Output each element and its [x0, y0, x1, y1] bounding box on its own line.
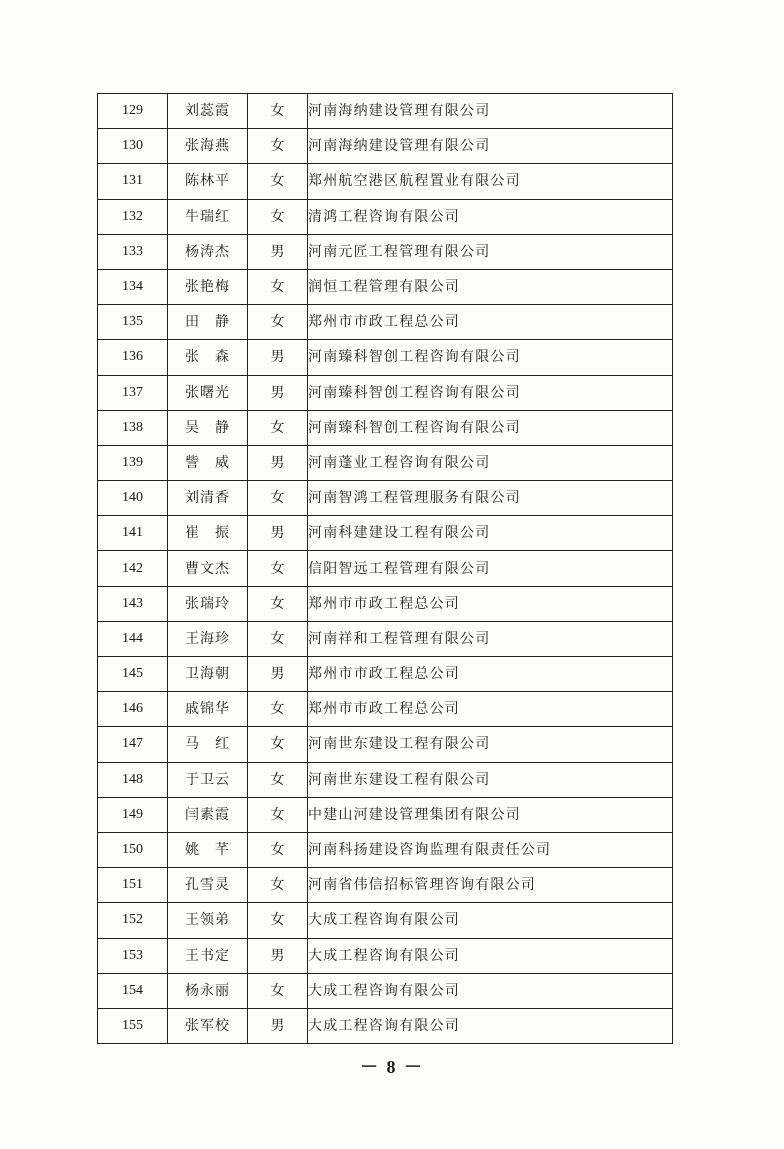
serial-number-cell: 155 [98, 1008, 168, 1043]
company-cell: 河南科扬建设咨询监理有限责任公司 [308, 832, 673, 867]
company-cell: 大成工程咨询有限公司 [308, 973, 673, 1008]
page-number: － 8 － [360, 1057, 424, 1077]
name-cell: 张曙光 [168, 375, 248, 410]
name-cell: 王海珍 [168, 621, 248, 656]
name-cell: 杨永丽 [168, 973, 248, 1008]
table-row [98, 832, 673, 867]
table-row [98, 94, 673, 129]
table-row [98, 516, 673, 551]
gender-cell: 女 [248, 481, 308, 516]
company-cell: 河南海纳建设管理有限公司 [308, 129, 673, 164]
name-cell: 吴 静 [168, 410, 248, 445]
name-cell: 刘蕊霞 [168, 94, 248, 129]
serial-number-cell: 131 [98, 164, 168, 199]
table-row [98, 762, 673, 797]
gender-cell: 男 [248, 1008, 308, 1043]
gender-cell: 女 [248, 129, 308, 164]
gender-cell: 女 [248, 762, 308, 797]
table-row [98, 199, 673, 234]
company-cell: 中建山河建设管理集团有限公司 [308, 797, 673, 832]
serial-number-cell: 139 [98, 445, 168, 480]
company-cell: 河南蓬业工程咨询有限公司 [308, 445, 673, 480]
serial-number-cell: 151 [98, 868, 168, 903]
table-row [98, 481, 673, 516]
name-cell: 訾 威 [168, 445, 248, 480]
name-cell: 姚 芊 [168, 832, 248, 867]
gender-cell: 男 [248, 375, 308, 410]
company-cell: 河南省伟信招标管理咨询有限公司 [308, 868, 673, 903]
name-cell: 杨涛杰 [168, 234, 248, 269]
name-cell: 孔雪灵 [168, 868, 248, 903]
table-row [98, 234, 673, 269]
name-cell: 张军校 [168, 1008, 248, 1043]
name-cell: 曹文杰 [168, 551, 248, 586]
serial-number-cell: 153 [98, 938, 168, 973]
serial-number-cell: 143 [98, 586, 168, 621]
name-cell: 田 静 [168, 305, 248, 340]
name-cell: 于卫云 [168, 762, 248, 797]
table-row [98, 445, 673, 480]
name-cell: 卫海朝 [168, 657, 248, 692]
company-cell: 信阳智远工程管理有限公司 [308, 551, 673, 586]
company-cell: 郑州市市政工程总公司 [308, 692, 673, 727]
gender-cell: 男 [248, 234, 308, 269]
table-row [98, 938, 673, 973]
gender-cell: 女 [248, 410, 308, 445]
gender-cell: 女 [248, 621, 308, 656]
company-cell: 大成工程咨询有限公司 [308, 903, 673, 938]
company-cell: 河南臻科智创工程咨询有限公司 [308, 340, 673, 375]
gender-cell: 男 [248, 938, 308, 973]
table-row [98, 129, 673, 164]
serial-number-cell: 135 [98, 305, 168, 340]
name-cell: 戚锦华 [168, 692, 248, 727]
company-cell: 润恒工程管理有限公司 [308, 269, 673, 304]
company-cell: 郑州航空港区航程置业有限公司 [308, 164, 673, 199]
table-row [98, 164, 673, 199]
gender-cell: 女 [248, 586, 308, 621]
gender-cell: 男 [248, 657, 308, 692]
name-cell: 王书定 [168, 938, 248, 973]
gender-cell: 男 [248, 516, 308, 551]
gender-cell: 女 [248, 797, 308, 832]
serial-number-cell: 154 [98, 973, 168, 1008]
name-cell: 牛瑞红 [168, 199, 248, 234]
gender-cell: 女 [248, 199, 308, 234]
serial-number-cell: 133 [98, 234, 168, 269]
serial-number-cell: 138 [98, 410, 168, 445]
gender-cell: 男 [248, 445, 308, 480]
serial-number-cell: 132 [98, 199, 168, 234]
table-row [98, 375, 673, 410]
table-row [98, 1008, 673, 1043]
serial-number-cell: 150 [98, 832, 168, 867]
name-cell: 刘清香 [168, 481, 248, 516]
company-cell: 大成工程咨询有限公司 [308, 938, 673, 973]
gender-cell: 女 [248, 868, 308, 903]
gender-cell: 女 [248, 94, 308, 129]
name-cell: 王领弟 [168, 903, 248, 938]
name-cell: 张艳梅 [168, 269, 248, 304]
gender-cell: 女 [248, 692, 308, 727]
serial-number-cell: 149 [98, 797, 168, 832]
gender-cell: 女 [248, 305, 308, 340]
company-cell: 河南世东建设工程有限公司 [308, 727, 673, 762]
table-row [98, 727, 673, 762]
gender-cell: 男 [248, 340, 308, 375]
company-cell: 郑州市市政工程总公司 [308, 657, 673, 692]
gender-cell: 女 [248, 973, 308, 1008]
name-cell: 崔 振 [168, 516, 248, 551]
table-row [98, 269, 673, 304]
company-cell: 河南祥和工程管理有限公司 [308, 621, 673, 656]
roster-table [97, 93, 673, 1044]
serial-number-cell: 145 [98, 657, 168, 692]
company-cell: 河南科建建设工程有限公司 [308, 516, 673, 551]
company-cell: 郑州市市政工程总公司 [308, 305, 673, 340]
table-row [98, 797, 673, 832]
name-cell: 闫素霞 [168, 797, 248, 832]
table-row [98, 410, 673, 445]
gender-cell: 女 [248, 832, 308, 867]
serial-number-cell: 144 [98, 621, 168, 656]
name-cell: 马 红 [168, 727, 248, 762]
serial-number-cell: 134 [98, 269, 168, 304]
table-row [98, 551, 673, 586]
serial-number-cell: 129 [98, 94, 168, 129]
company-cell: 河南海纳建设管理有限公司 [308, 94, 673, 129]
serial-number-cell: 146 [98, 692, 168, 727]
table-row [98, 657, 673, 692]
name-cell: 陈林平 [168, 164, 248, 199]
company-cell: 河南臻科智创工程咨询有限公司 [308, 375, 673, 410]
table-row [98, 903, 673, 938]
company-cell: 河南臻科智创工程咨询有限公司 [308, 410, 673, 445]
company-cell: 河南元匠工程管理有限公司 [308, 234, 673, 269]
gender-cell: 女 [248, 164, 308, 199]
gender-cell: 女 [248, 551, 308, 586]
table-row [98, 868, 673, 903]
serial-number-cell: 136 [98, 340, 168, 375]
serial-number-cell: 147 [98, 727, 168, 762]
table-row [98, 973, 673, 1008]
gender-cell: 女 [248, 903, 308, 938]
company-cell: 河南世东建设工程有限公司 [308, 762, 673, 797]
table-row [98, 586, 673, 621]
serial-number-cell: 141 [98, 516, 168, 551]
company-cell: 大成工程咨询有限公司 [308, 1008, 673, 1043]
serial-number-cell: 130 [98, 129, 168, 164]
name-cell: 张 森 [168, 340, 248, 375]
name-cell: 张瑞玲 [168, 586, 248, 621]
serial-number-cell: 152 [98, 903, 168, 938]
table-row [98, 340, 673, 375]
company-cell: 清鸿工程咨询有限公司 [308, 199, 673, 234]
serial-number-cell: 142 [98, 551, 168, 586]
company-cell: 河南智鸿工程管理服务有限公司 [308, 481, 673, 516]
serial-number-cell: 140 [98, 481, 168, 516]
serial-number-cell: 137 [98, 375, 168, 410]
gender-cell: 女 [248, 269, 308, 304]
company-cell: 郑州市市政工程总公司 [308, 586, 673, 621]
table-row [98, 621, 673, 656]
roster-table-body [98, 94, 673, 1044]
serial-number-cell: 148 [98, 762, 168, 797]
table-row [98, 305, 673, 340]
gender-cell: 女 [248, 727, 308, 762]
name-cell: 张海燕 [168, 129, 248, 164]
table-row [98, 692, 673, 727]
